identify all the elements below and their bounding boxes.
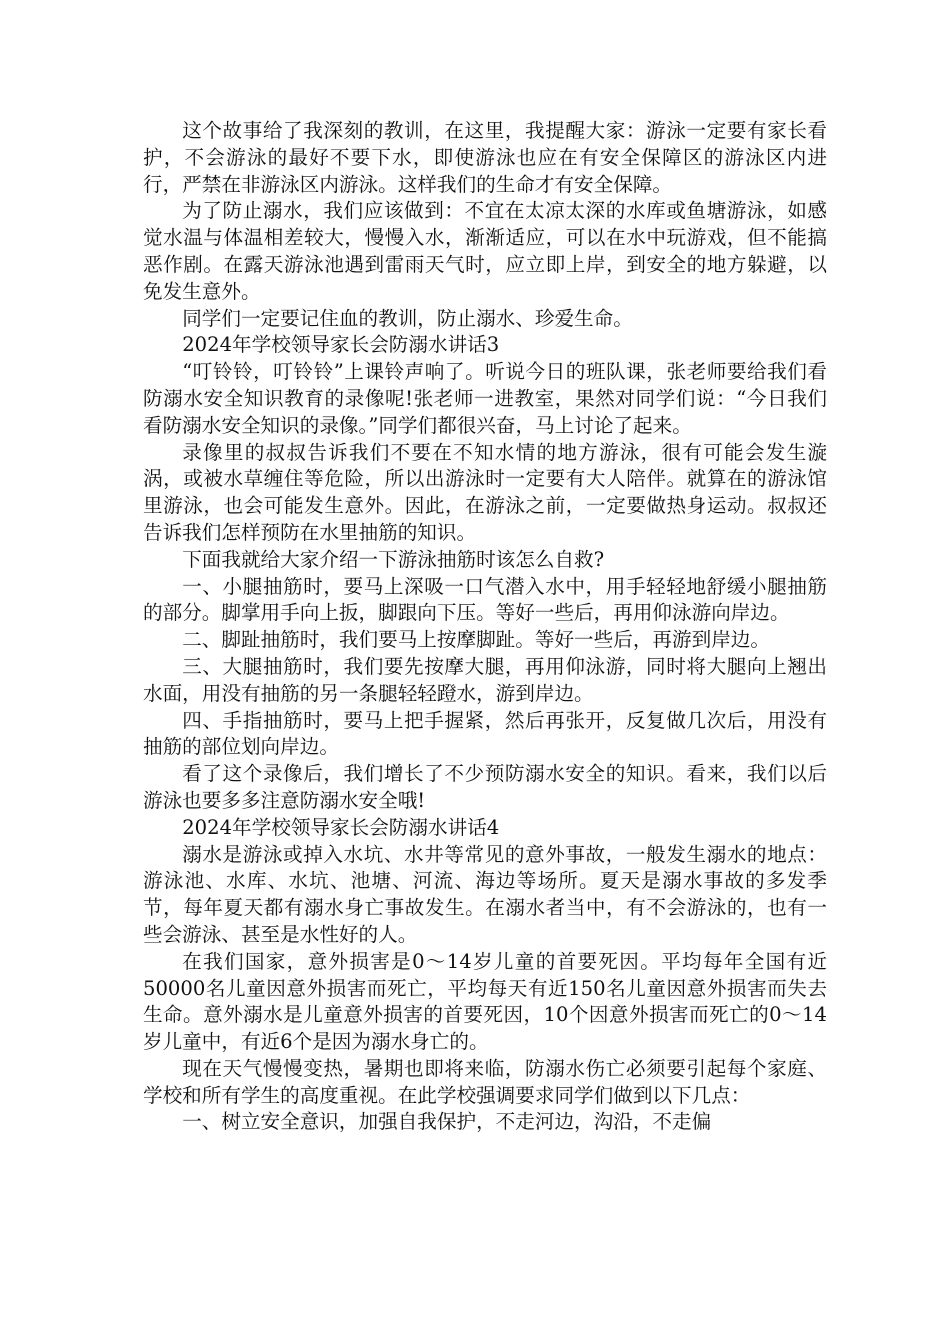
paragraph: 这个故事给了我深刻的教训，在这里，我提醒大家：游泳一定要有家长看护，不会游泳的最好不要下水，即使游泳也应在有安全保障区的游泳区内进行，严禁在非游泳区内游泳。这样我们的生命才有安全保障。 [143, 119, 827, 196]
document-body [143, 118, 827, 1136]
paragraph: “叮铃铃，叮铃铃”上课铃声响了。听说今日的班队课，张老师要给我们看防溺水安全知识教育的录像呢!张老师一进教室，果然对同学们说：“今日我们看防溺水安全知识的录像。”同学们都很兴奋，马上讨论了起来。 [143, 360, 827, 437]
paragraph: 看了这个录像后，我们增长了不少预防溺水安全的知识。看来，我们以后游泳也要多多注意防溺水安全哦! [143, 762, 827, 812]
paragraph: 同学们一定要记住血的教训，防止溺水、珍爱生命。 [182, 306, 633, 330]
paragraph: 三、大腿抽筋时，我们要先按摩大腿，再用仰泳游，同时将大腿向上翘出水面，用没有抽筋的另一条腿轻轻蹬水，游到岸边。 [143, 654, 827, 705]
paragraph: 一、小腿抽筋时，要马上深吸一口气潜入水中，用手轻轻地舒缓小腿抽筋的部分。脚掌用手向上扳，脚跟向下压。等好一些后，再用仰泳游向岸边。 [143, 574, 827, 625]
paragraph: 在我们国家，意外损害是0～14岁儿童的首要死因。平均每年全国有近50000名儿童因意外损害而死亡，平均每天有近150名儿童因意外损害而失去生命。意外溺水是儿童意外损害的首要死因，10个因意外损害而死亡的0～14岁儿童中，有近6个是因为溺水身亡的。 [143, 949, 827, 1054]
paragraph: 下面我就给大家介绍一下游泳抽筋时该怎么自救? [182, 547, 605, 571]
paragraph: 现在天气慢慢变热，暑期也即将来临，防溺水伤亡必须要引起每个家庭、学校和所有学生的高度重视。在此学校强调要求同学们做到以下几点： [143, 1056, 827, 1107]
paragraph: 四、手指抽筋时，要马上把手握紧，然后再张开，反复做几次后，用没有抽筋的部位划向岸边。 [143, 708, 827, 759]
paragraph: 二、脚趾抽筋时，我们要马上按摩脚趾。等好一些后，再游到岸边。 [182, 628, 770, 652]
section-heading: 2024年学校领导家长会防溺水讲话4 [182, 815, 500, 839]
paragraph: 录像里的叔叔告诉我们不要在不知水情的地方游泳，很有可能会发生漩涡，或被水草缠住等危险，所以出游泳时一定要有大人陪伴。就算在的游泳馆里游泳，也会可能发生意外。因此，在游泳之前，一定要做热身运动。叔叔还告诉我们怎样预防在水里抽筋的知识。 [143, 440, 827, 544]
paragraph: 一、树立安全意识，加强自我保护，不走河边，沟沿，不走偏 [182, 1110, 712, 1134]
paragraph: 为了防止溺水，我们应该做到：不宜在太凉太深的水库或鱼塘游泳，如感觉水温与体温相差较大，慢慢入水，渐渐适应，可以在水中玩游戏，但不能搞恶作剧。在露天游泳池遇到雷雨天气时，应立即上岸，到安全的地方躲避，以免发生意外。 [143, 199, 827, 303]
section-heading: 2024年学校领导家长会防溺水讲话3 [182, 333, 500, 357]
paragraph: 溺水是游泳或掉入水坑、水井等常见的意外事故，一般发生溺水的地点：游泳池、水库、水坑、池塘、河流、海边等场所。夏天是溺水事故的多发季节，每年夏天都有溺水身亡事故发生。在溺水者当中，有不会游泳的，也有一些会游泳、甚至是水性好的人。 [143, 842, 827, 946]
